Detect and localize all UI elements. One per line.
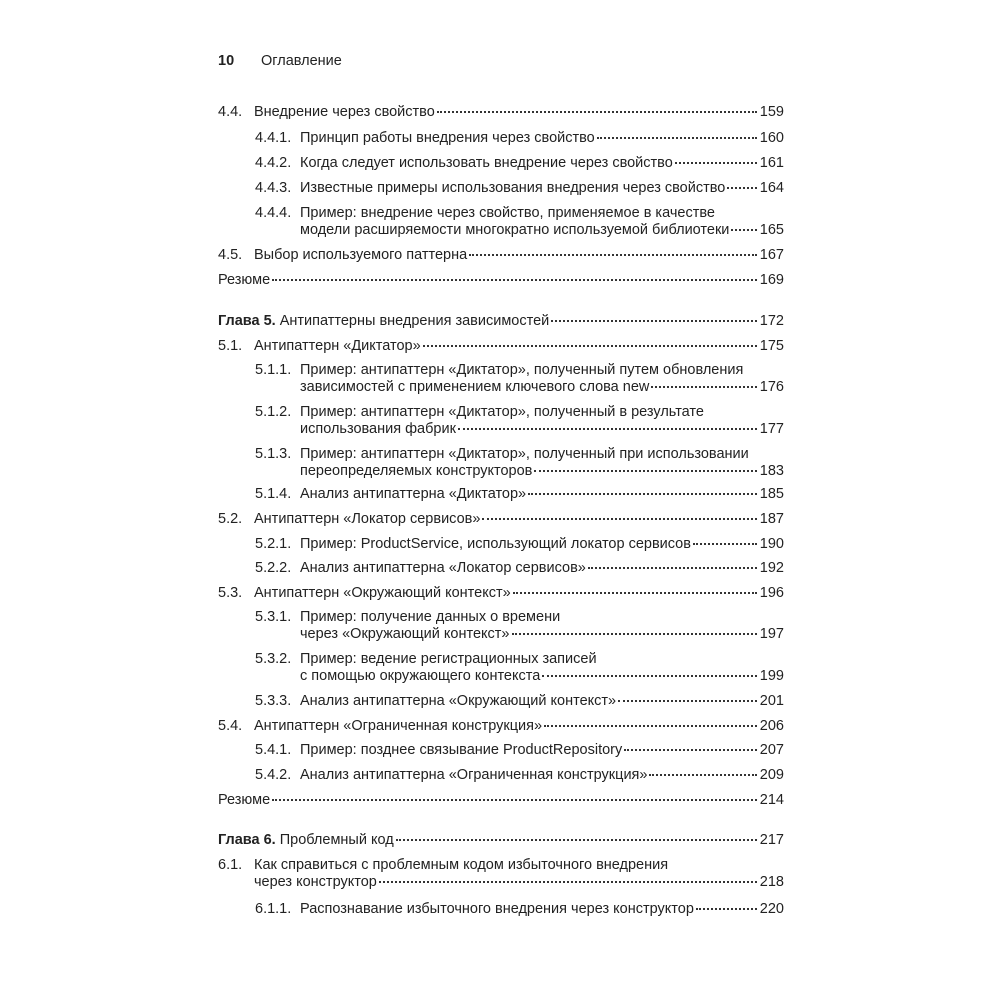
dot-leader	[482, 518, 756, 520]
dot-leader	[272, 799, 757, 801]
toc-entry-page: 175	[759, 338, 784, 354]
dot-leader	[649, 774, 756, 776]
dot-leader	[675, 162, 757, 164]
toc-entry-title-line1: Пример: антипаттерн «Диктатор», полученный при использовании	[300, 446, 749, 462]
toc-entry-title: Антипаттерн «Ограниченная конструкция»	[254, 718, 543, 734]
toc-entry-title: Антипаттерн «Локатор сервисов»	[254, 511, 481, 527]
toc-entry-title-line1: Пример: внедрение через свойство, применяемое в качестве	[300, 205, 715, 221]
dot-leader	[618, 700, 757, 702]
toc-entry-page: 165	[759, 222, 784, 238]
toc-entry-title: Антипаттерны внедрения зависимостей	[279, 313, 550, 329]
toc-entry-page: 183	[759, 463, 784, 479]
toc-entry-number: 5.4.1.	[255, 742, 292, 758]
toc-entry-title: Проблемный код	[279, 832, 394, 848]
toc-entry-title: Анализ антипаттерна «Ограниченная конструкция»	[300, 767, 648, 783]
toc-entry-title: Резюме	[218, 272, 271, 288]
toc-entry-page: 164	[759, 180, 784, 196]
toc-entry-number: 5.4.	[218, 718, 243, 734]
toc-entry-title: Резюме	[218, 792, 271, 808]
toc-entry-title: Антипаттерн «Диктатор»	[254, 338, 421, 354]
toc-entry-title: Выбор используемого паттерна	[254, 247, 468, 263]
toc-entry-number: 5.2.	[218, 511, 243, 527]
toc-entry-number: 4.5.	[218, 247, 243, 263]
toc-entry-number: 4.4.4.	[255, 205, 292, 221]
toc-entry-title-line1: Пример: ведение регистрационных записей	[300, 651, 597, 667]
chapter-label: Глава 5.	[218, 313, 276, 329]
toc-entry-number: 5.2.1.	[255, 536, 292, 552]
toc-entry-number: 6.1.1.	[255, 901, 292, 917]
dot-leader	[534, 470, 756, 472]
toc-entry-title-line2: использования фабрик	[300, 421, 456, 437]
running-head	[218, 53, 342, 75]
toc-entry-page: 159	[759, 104, 784, 120]
toc-entry-number: 6.1.	[218, 857, 243, 873]
toc-entry-number: 4.4.2.	[255, 155, 292, 171]
dot-leader	[512, 633, 757, 635]
dot-leader	[379, 881, 757, 883]
toc-entry-page: 214	[759, 792, 784, 808]
toc-entry-page: 172	[759, 313, 784, 329]
toc-entry-number: 4.4.3.	[255, 180, 292, 196]
toc-entry-number: 5.1.1.	[255, 362, 292, 378]
toc-entry-page: 176	[759, 379, 784, 395]
toc-entry-title: Когда следует использовать внедрение через свойство	[300, 155, 673, 171]
toc-entry-title-line2: зависимостей с применением ключевого слова new	[300, 379, 650, 395]
toc-entry-number: 5.3.	[218, 585, 243, 601]
toc-entry-title: Антипаттерн «Окружающий контекст»	[254, 585, 511, 601]
toc-entry-number: 5.3.3.	[255, 693, 292, 709]
toc-entry-title-line2: через конструктор	[254, 874, 377, 890]
toc-entry-page: 201	[759, 693, 784, 709]
toc-entry-page: 197	[759, 626, 784, 642]
dot-leader	[272, 279, 757, 281]
toc-entry-page: 187	[759, 511, 784, 527]
toc-entry-number: 5.1.4.	[255, 486, 292, 502]
dot-leader	[513, 592, 757, 594]
dot-leader	[588, 567, 757, 569]
dot-leader	[727, 187, 756, 189]
toc-entry-title: Известные примеры использования внедрения через свойство	[300, 180, 726, 196]
page-number: 10	[218, 53, 235, 69]
toc-entry-page: 160	[759, 130, 784, 146]
dot-leader	[693, 543, 757, 545]
dot-leader	[624, 749, 757, 751]
toc-entry-page: 169	[759, 272, 784, 288]
toc-entry-page: 207	[759, 742, 784, 758]
toc-entry-page: 177	[759, 421, 784, 437]
toc-entry-title: Внедрение через свойство	[254, 104, 435, 120]
toc-entry-title-line2: модели расширяемости многократно используемой библиотеки	[300, 222, 730, 238]
dot-leader	[423, 345, 757, 347]
toc-entry-title-line2: с помощью окружающего контекста	[300, 668, 541, 684]
toc-entry-number: 5.1.2.	[255, 404, 292, 420]
toc-entry-title-line1: Как справиться с проблемным кодом избыточного внедрения	[254, 857, 669, 873]
toc-entry-title: Анализ антипаттерна «Диктатор»	[300, 486, 527, 502]
toc-entry-number: 5.1.	[218, 338, 243, 354]
toc-entry-title: Анализ антипаттерна «Окружающий контекст»	[300, 693, 617, 709]
toc-entry-number: 5.3.1.	[255, 609, 292, 625]
toc-entry-page: 206	[759, 718, 784, 734]
toc-entry-title-line2: через «Окружающий контекст»	[300, 626, 510, 642]
toc-entry-page: 161	[759, 155, 784, 171]
toc-entry-number: 5.1.3.	[255, 446, 292, 462]
dot-leader	[544, 725, 757, 727]
dot-leader	[542, 675, 757, 677]
toc-entry-page: 217	[759, 832, 784, 848]
toc-entry-page: 218	[759, 874, 784, 890]
toc-entry-title: Распознавание избыточного внедрения через конструктор	[300, 901, 694, 917]
dot-leader	[696, 908, 757, 910]
chapter-label: Глава 6.	[218, 832, 276, 848]
toc-entry-title: Принцип работы внедрения через свойство	[300, 130, 595, 146]
toc-entry-title: Анализ антипаттерна «Локатор сервисов»	[300, 560, 586, 576]
toc-entry-number: 5.2.2.	[255, 560, 292, 576]
toc-entry-page: 199	[759, 668, 784, 684]
toc-entry-page: 220	[759, 901, 784, 917]
toc-entry-title-line1: Пример: антипаттерн «Диктатор», полученный путем обновления	[300, 362, 744, 378]
toc-entry-page: 196	[759, 585, 784, 601]
toc-entry-page: 192	[759, 560, 784, 576]
toc-entry-title: Пример: позднее связывание ProductRepository	[300, 742, 623, 758]
toc-entry-number: 5.3.2.	[255, 651, 292, 667]
dot-leader	[458, 428, 757, 430]
toc-entry-number: 4.4.	[218, 104, 243, 120]
dot-leader	[396, 839, 757, 841]
dot-leader	[469, 254, 757, 256]
toc-entry-number: 5.4.2.	[255, 767, 292, 783]
dot-leader	[551, 320, 757, 322]
toc-entry-page: 209	[759, 767, 784, 783]
toc-entry-title: Пример: ProductService, использующий локатор сервисов	[300, 536, 691, 552]
toc-entry-title-line2: переопределяемых конструкторов	[300, 463, 533, 479]
dot-leader	[597, 137, 757, 139]
toc-entry-title-line1: Пример: получение данных о времени	[300, 609, 561, 625]
toc-entry-page: 167	[759, 247, 784, 263]
toc-entry-title-line1: Пример: антипаттерн «Диктатор», полученный в результате	[300, 404, 704, 420]
dot-leader	[731, 229, 756, 231]
dot-leader	[437, 111, 757, 113]
running-head-title: Оглавление	[261, 53, 342, 69]
dot-leader	[528, 493, 757, 495]
toc-entry-page: 185	[759, 486, 784, 502]
dot-leader	[651, 386, 756, 388]
toc-entry-page: 190	[759, 536, 784, 552]
toc-entry-number: 4.4.1.	[255, 130, 292, 146]
